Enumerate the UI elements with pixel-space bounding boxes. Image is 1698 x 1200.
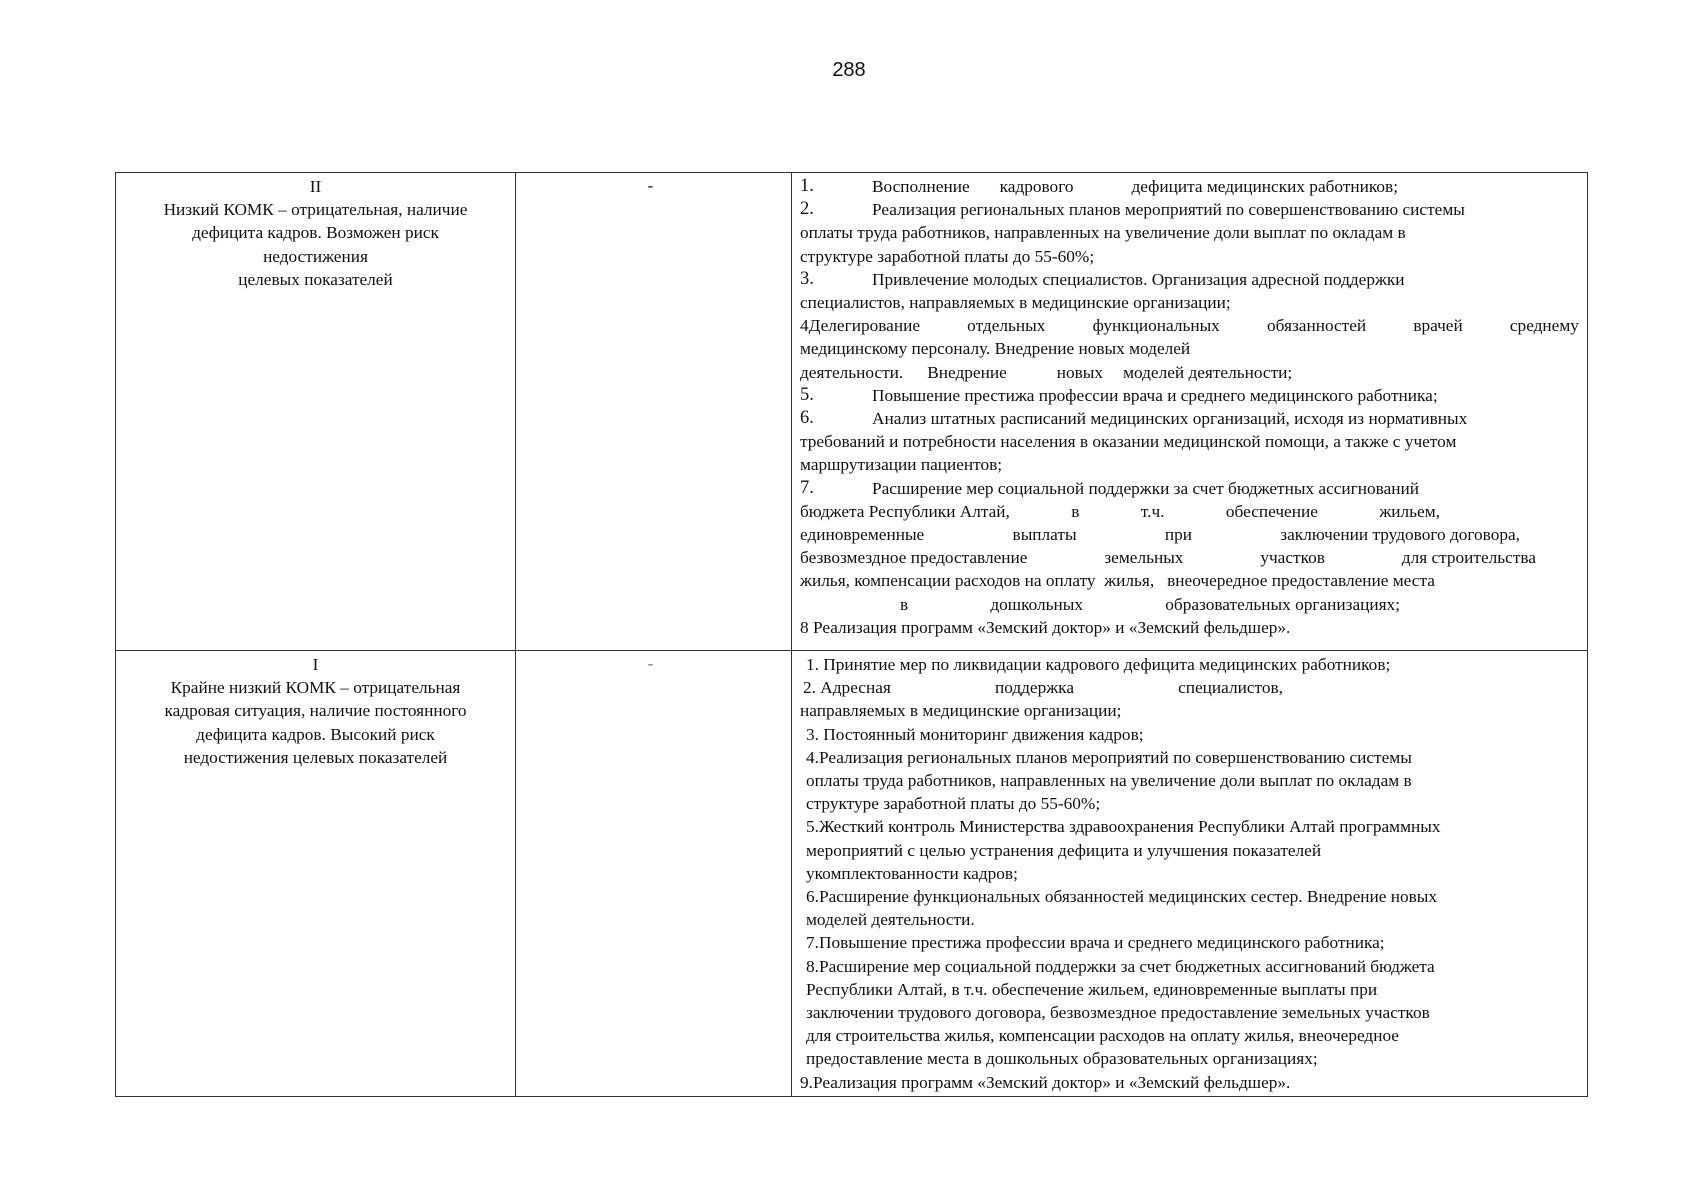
measure-word: т.ч. — [1140, 501, 1165, 521]
level-description-line: недостижения — [263, 246, 368, 266]
measure-item — [800, 314, 1579, 384]
measure-word: жильем, — [1379, 501, 1440, 521]
dash-cell — [516, 173, 792, 651]
measure-text: структуре заработной платы до 55-60%; — [800, 246, 1095, 266]
measure-text: оплаты труда работников, направленных на увеличение доли выплат по окладам в — [806, 771, 1412, 791]
measure-word: Восполнение — [872, 177, 970, 196]
measure-text: структуре заработной платы до 55-60%; — [806, 794, 1101, 814]
measure-item — [800, 885, 1579, 931]
measure-text: Республики Алтай, в т.ч. обеспечение жильем, единовременные выплаты при — [806, 979, 1378, 999]
measure-text: 4.Реализация региональных планов мероприятий по совершенствованию системы — [806, 747, 1412, 767]
level-description-line: дефицита кадров. Возможен риск — [192, 223, 439, 243]
measure-word: выплаты — [1012, 525, 1077, 545]
measure-text: Повышение престижа профессии врача и среднего медицинского работника; — [872, 385, 1438, 405]
measure-text: направляемых в медицинские организации; — [800, 701, 1122, 721]
measure-word: среднему — [1509, 316, 1579, 336]
table-row — [116, 173, 1588, 651]
level-description-line: кадровая ситуация, наличие постоянного — [164, 701, 467, 721]
measure-item: 1. Принятие мер по ликвидации кадрового дефицита медицинских работников; — [806, 655, 1391, 674]
measure-text: требований и потребности населения в оказании медицинской помощи, а также с учетом — [800, 432, 1457, 452]
level-description-line: Низкий КОМК – отрицательная, наличие — [163, 200, 468, 220]
measure-text: 6.Расширение функциональных обязанностей медицинских сестер. Внедрение новых — [806, 887, 1438, 907]
measure-text: Реализация региональных планов мероприятий по совершенствованию системы — [872, 200, 1465, 220]
page-number: 288 — [832, 59, 866, 81]
measure-item — [800, 407, 1579, 477]
measure-item — [800, 175, 1579, 198]
measure-item — [800, 676, 1579, 722]
measure-text: Анализ штатных расписаний медицинских организаций, исходя из нормативных — [872, 409, 1468, 429]
dash-cell — [516, 651, 792, 1097]
measure-number: 6. — [800, 408, 814, 429]
level-description-line: целевых показателей — [238, 269, 393, 289]
measure-text: маршрутизации пациентов; — [800, 455, 1003, 475]
measure-word: в — [900, 594, 909, 614]
measure-text: для строительства жилья, компенсации расходов на оплату жилья, внеочередное — [806, 1026, 1399, 1046]
measure-word: Внедрение — [927, 362, 1007, 382]
measure-number: 1. — [800, 176, 814, 196]
measure-word: поддержка — [994, 678, 1074, 698]
measure-text: Расширение мер социальной поддержки за счет бюджетных ассигнований — [872, 478, 1419, 498]
measure-number: 5. — [800, 384, 814, 405]
measure-word: бюджета Республики Алтай, — [800, 501, 1010, 521]
measure-word: земельных — [1104, 548, 1184, 568]
measure-word: дефицита медицинских работников; — [1131, 177, 1398, 196]
measure-item: 7.Повышение престижа профессии врача и среднего медицинского работника; — [806, 933, 1385, 953]
measure-text: 8.Расширение мер социальной поддержки за счет бюджетных ассигнований бюджета — [806, 956, 1435, 976]
measure-word: в — [1071, 501, 1080, 521]
measure-word: моделей деятельности; — [1123, 362, 1293, 382]
level-cell — [116, 173, 516, 651]
level-description-line: дефицита кадров. Высокий риск — [196, 724, 435, 744]
measure-item — [800, 268, 1579, 314]
measure-word: при — [1164, 525, 1192, 545]
measure-item — [800, 198, 1579, 268]
level-numeral: I — [312, 655, 319, 674]
measure-word: функциональных — [1092, 316, 1220, 336]
measure-number: 2. — [800, 199, 814, 220]
level-description-line: Крайне низкий КОМК – отрицательная — [170, 678, 461, 698]
measure-word: участков — [1260, 548, 1325, 568]
measure-text: специалистов, направляемых в медицинские организации; — [800, 293, 1231, 313]
measure-text: моделей деятельности. — [806, 910, 975, 930]
measure-number: 3. — [800, 268, 814, 289]
level-cell — [116, 651, 516, 1097]
measure-word: отдельных — [967, 316, 1046, 336]
measure-word: врачей — [1413, 316, 1463, 336]
measure-word: 4Делегирование — [800, 316, 920, 336]
measures-cell — [792, 651, 1588, 1097]
measure-word: дошкольных — [990, 594, 1084, 614]
measure-text: 5.Жесткий контроль Министерства здравоохранения Республики Алтай программных — [806, 817, 1441, 837]
measure-item: 8 Реализация программ «Земский доктор» и «Земский фельдшер». — [800, 617, 1291, 637]
measure-item: 3. Постоянный мониторинг движения кадров; — [806, 724, 1144, 744]
measure-text: мероприятий с целью устранения дефицита и улучшения показателей — [806, 840, 1322, 860]
measures-cell — [792, 173, 1588, 651]
measure-word: обязанностей — [1267, 316, 1367, 336]
measure-item: 9.Реализация программ «Земский доктор» и «Земский фельдшер». — [800, 1072, 1291, 1092]
measure-word: новых — [1056, 362, 1104, 382]
staffing-risk-table — [115, 172, 1588, 1097]
table-row — [116, 651, 1588, 1097]
measure-text: предоставление места в дошкольных образовательных организациях; — [806, 1049, 1318, 1069]
measure-item — [800, 746, 1579, 816]
measure-word: безвозмездное предоставление — [800, 548, 1028, 568]
measure-word: образовательных организациях; — [1165, 594, 1400, 614]
measure-item — [800, 477, 1579, 616]
dash-mark: - — [647, 176, 654, 195]
measure-text: медицинскому персоналу. Внедрение новых моделей — [800, 339, 1191, 359]
measure-text: укомплектованности кадров; — [806, 863, 1018, 883]
dash-mark: - — [647, 654, 654, 673]
measure-word: заключении трудового договора, — [1280, 525, 1520, 545]
measure-item — [800, 384, 1579, 407]
measure-text: заключении трудового договора, безвозмездное предоставление земельных участков — [806, 1003, 1430, 1023]
measure-word: для строительства — [1401, 548, 1536, 568]
measure-text: оплаты труда работников, направленных на увеличение доли выплат по окладам в — [800, 223, 1406, 243]
measure-word: кадрового — [999, 177, 1074, 196]
measure-number: 7. — [800, 477, 814, 498]
measure-item — [800, 955, 1579, 1071]
measure-item — [800, 815, 1579, 885]
measure-word: единовременные — [800, 525, 925, 545]
measure-text: жилья, компенсации расходов на оплату жилья, внеочередное предоставление места — [800, 571, 1435, 591]
measure-word: обеспечение — [1225, 501, 1318, 521]
level-description-line: недостижения целевых показателей — [183, 747, 448, 767]
measure-text: Привлечение молодых специалистов. Организация адресной поддержки — [872, 269, 1405, 289]
measure-word: 2. Адресная — [803, 678, 891, 698]
level-numeral: II — [309, 177, 322, 196]
measure-word: специалистов, — [1178, 678, 1283, 698]
measure-word: деятельности. — [800, 362, 904, 382]
